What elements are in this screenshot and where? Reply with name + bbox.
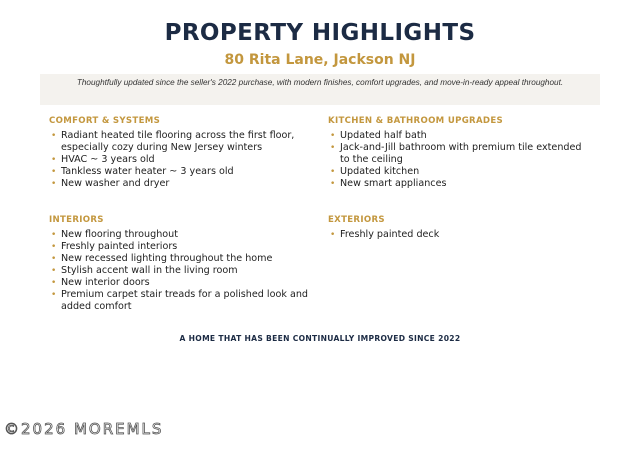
bullet-icon: • <box>51 278 57 288</box>
section-heading: EXTERIORS <box>328 215 385 225</box>
list-item <box>49 253 314 265</box>
list-item <box>49 265 314 277</box>
section-heading: COMFORT & SYSTEMS <box>49 116 161 126</box>
bullet-icon: • <box>51 179 57 189</box>
copyright-watermark: ©2026 MOREMLS <box>4 420 164 438</box>
bullet-icon: • <box>51 167 57 177</box>
list-item-text: New washer and dryer <box>61 178 170 189</box>
list-item-text: Freshly painted interiors <box>61 241 178 252</box>
property-address: 80 Rita Lane, Jackson NJ <box>224 52 416 68</box>
list-item-text: Stylish accent wall in the living room <box>61 265 238 276</box>
page-title: PROPERTY HIGHLIGHTS <box>164 20 476 46</box>
bullet-icon: • <box>330 131 336 141</box>
section-exteriors <box>328 215 588 241</box>
list-item <box>49 166 314 178</box>
section-kitchen-bathroom <box>328 116 588 190</box>
section-heading: INTERIORS <box>49 215 104 225</box>
bullet-icon: • <box>330 143 336 153</box>
list-item-text: New interior doors <box>61 277 150 288</box>
list-item-text: New recessed lighting throughout the home <box>61 253 273 264</box>
list-item-text: New smart appliances <box>340 178 447 189</box>
bullet-icon: • <box>330 230 336 240</box>
list-item-text: HVAC ~ 3 years old <box>61 154 155 165</box>
list-item <box>328 229 588 241</box>
list-item-text: Premium carpet stair treads for a polished look and added comfort <box>61 289 308 312</box>
bullet-icon: • <box>51 131 57 141</box>
list-item <box>49 241 314 253</box>
bullet-icon: • <box>330 179 336 189</box>
list-item <box>49 178 314 190</box>
section-interiors <box>49 215 314 313</box>
intro-box <box>40 74 600 105</box>
list-item-text: New flooring throughout <box>61 229 178 240</box>
section-heading: KITCHEN & BATHROOM UPGRADES <box>328 116 504 126</box>
closing-tagline: A HOME THAT HAS BEEN CONTINUALLY IMPROVED SINCE 2022 <box>179 334 461 343</box>
bullet-list <box>49 229 314 313</box>
list-item-text: Freshly painted deck <box>340 229 440 240</box>
intro-text: Thoughtfully updated since the seller's 2022 purchase, with modern finishes, comfort upgrades, and move-in-ready appeal throughout. <box>76 78 564 87</box>
list-item-text: Updated kitchen <box>340 166 420 177</box>
list-item <box>49 130 314 154</box>
list-item-text: Updated half bath <box>340 130 427 141</box>
section-comfort-systems <box>49 116 314 190</box>
bullet-list <box>328 229 588 241</box>
bullet-list <box>328 130 588 190</box>
list-item <box>328 166 588 178</box>
bullet-icon: • <box>51 155 57 165</box>
list-item <box>49 277 314 289</box>
list-item <box>328 130 588 142</box>
list-item <box>328 142 588 166</box>
list-item <box>328 178 588 190</box>
bullet-icon: • <box>51 266 57 276</box>
list-item <box>49 154 314 166</box>
bullet-icon: • <box>51 242 57 252</box>
list-item <box>49 289 314 313</box>
list-item-text: Tankless water heater ~ 3 years old <box>61 166 234 177</box>
bullet-icon: • <box>330 167 336 177</box>
bullet-list <box>49 130 314 190</box>
bullet-icon: • <box>51 254 57 264</box>
list-item-text: Jack-and-Jill bathroom with premium tile extended to the ceiling <box>340 142 582 165</box>
list-item <box>49 229 314 241</box>
list-item-text: Radiant heated tile flooring across the first floor, especially cozy during New Jersey winters <box>61 130 295 153</box>
bullet-icon: • <box>51 290 57 300</box>
bullet-icon: • <box>51 230 57 240</box>
